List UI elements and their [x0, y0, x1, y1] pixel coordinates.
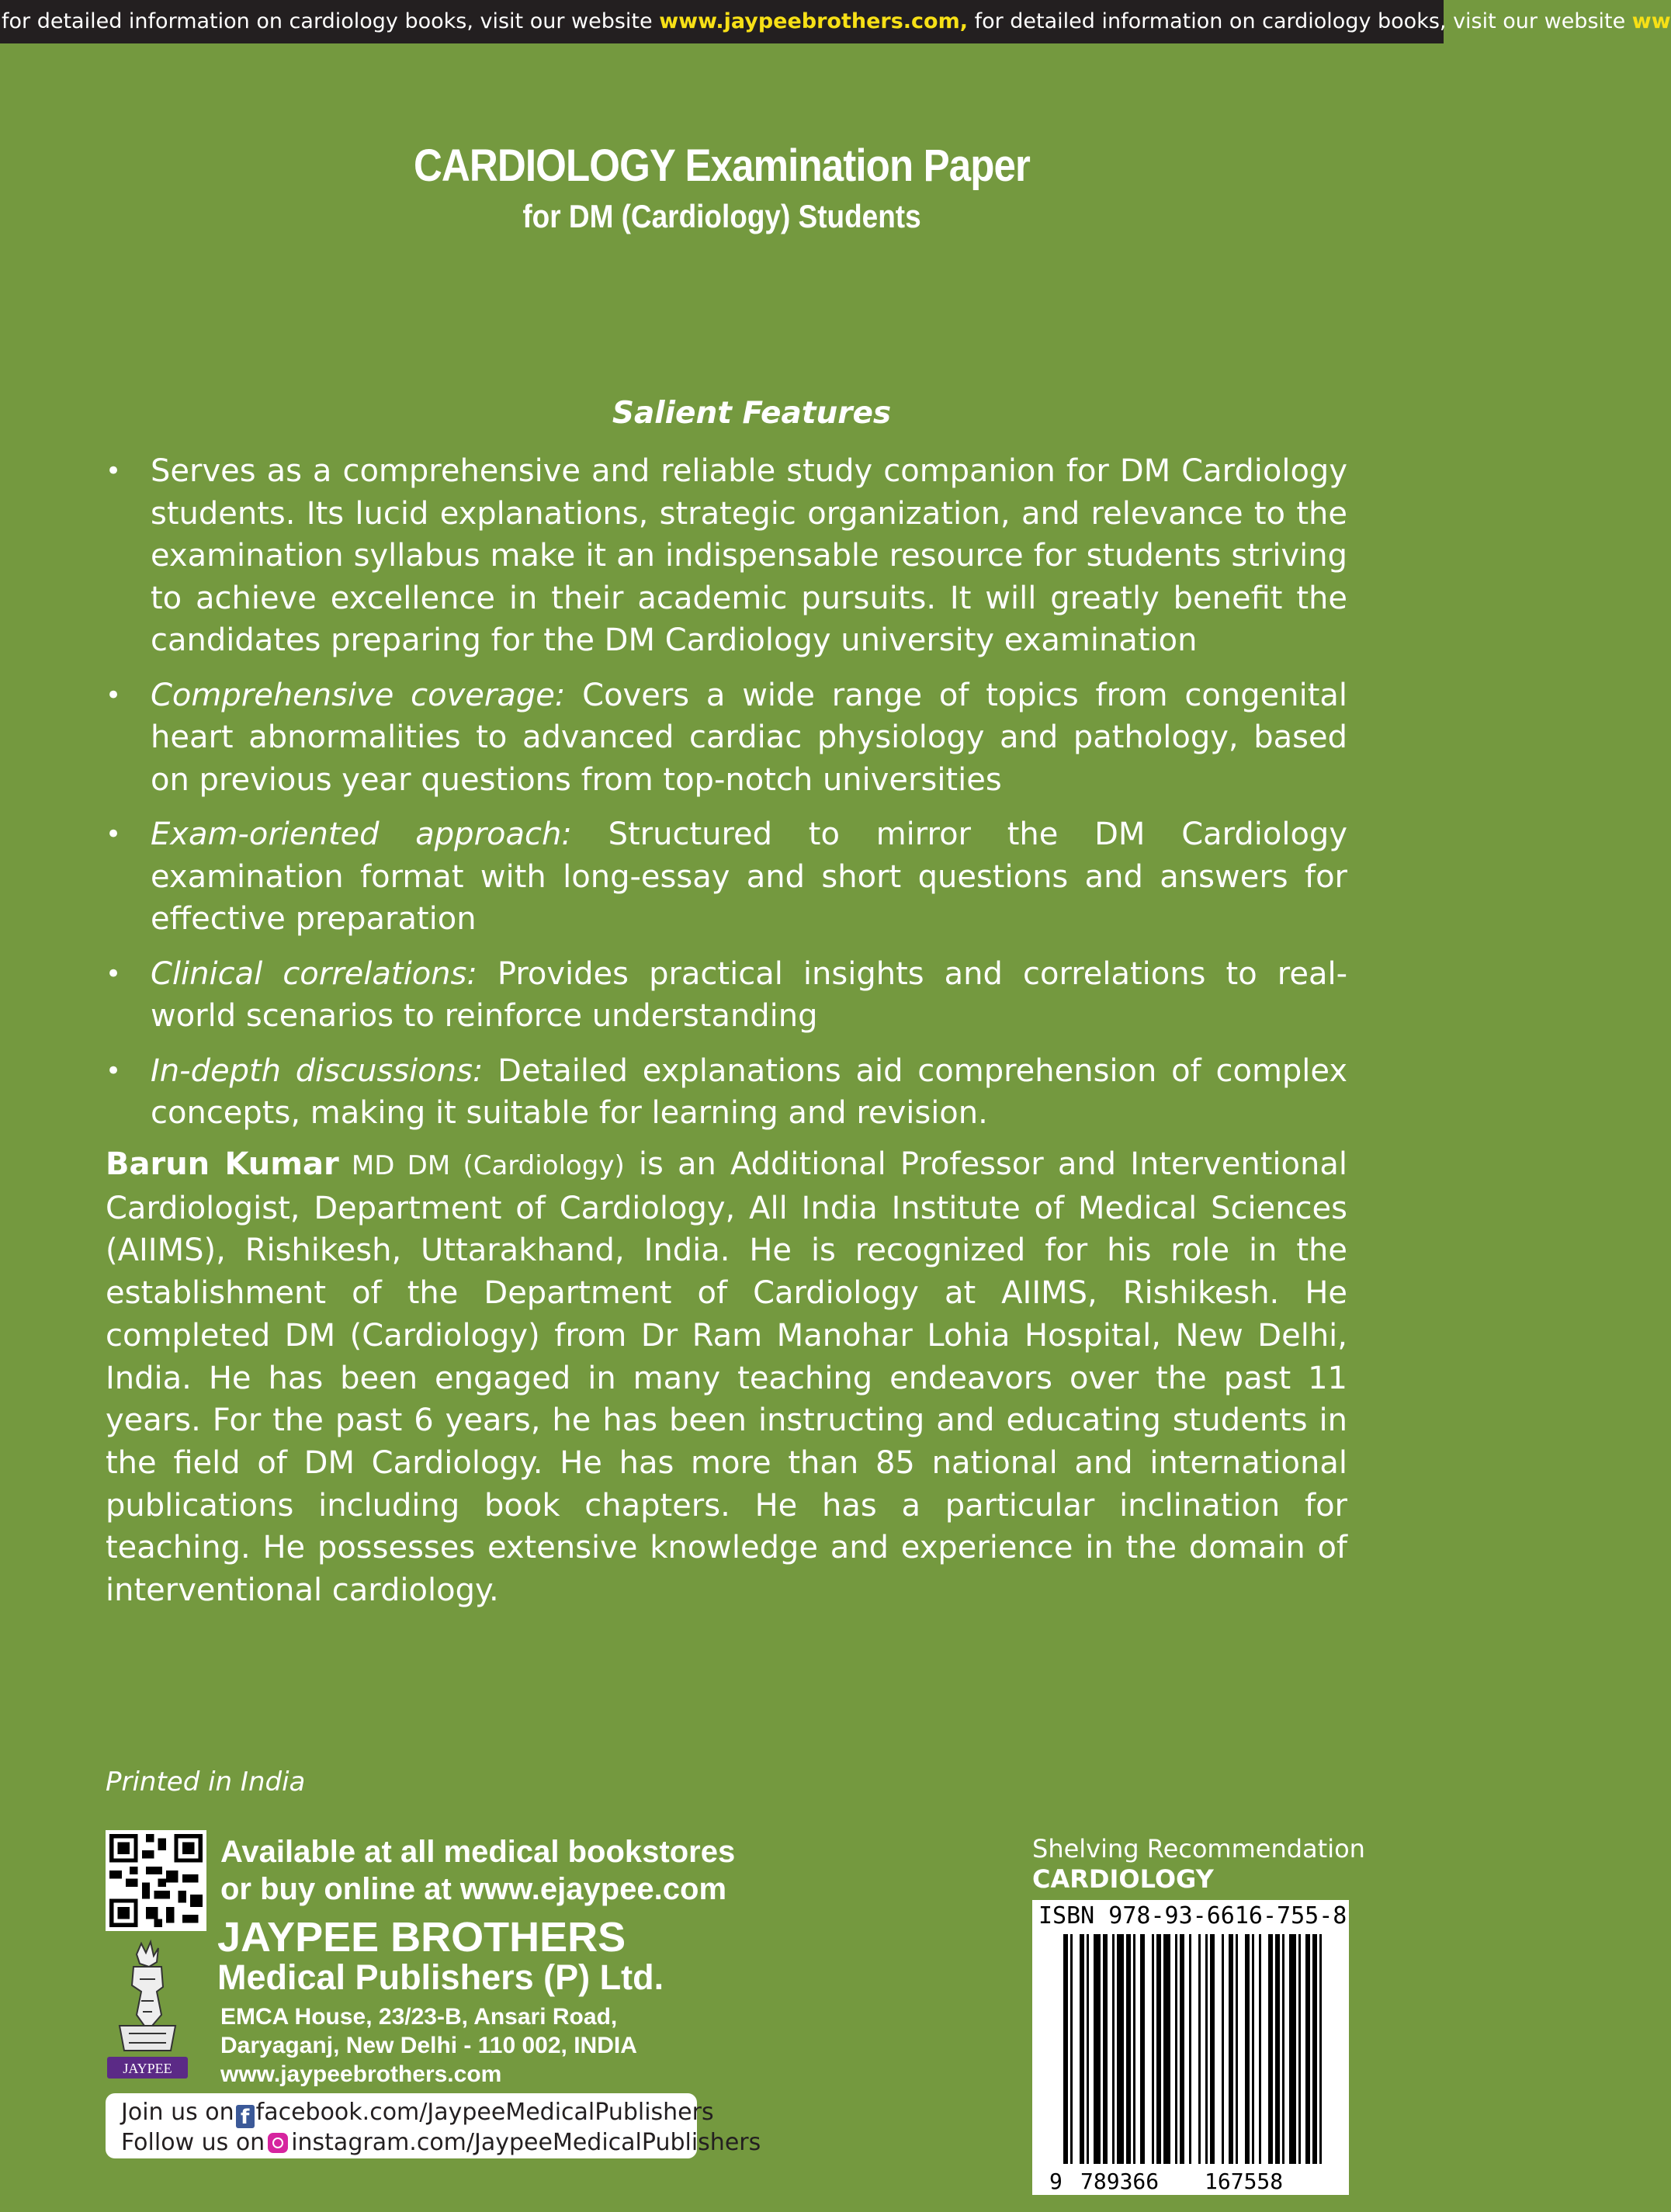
- barcode-bar: [1080, 1934, 1084, 2164]
- feature-text: Provides practical insights and correlations to real-world scenarios to reinforce understanding: [151, 955, 1347, 1034]
- barcode-bar: [1305, 1934, 1310, 2164]
- author-credentials: MD DM (Cardiology): [338, 1150, 625, 1181]
- bullet-icon: •: [106, 456, 122, 487]
- barcode-bar: [1298, 1934, 1301, 2164]
- jaypee-logo-icon: [106, 1940, 189, 2080]
- barcode-bar: [1268, 1934, 1273, 2164]
- barcode-bar: [1180, 1934, 1184, 2164]
- barcode-bar: [1222, 1934, 1224, 2164]
- barcode-bar: [1103, 1934, 1108, 2164]
- bullet-icon: •: [106, 958, 122, 990]
- shelving-label: Shelving Recommendation: [1032, 1834, 1365, 1864]
- instagram-prefix: Follow us on: [121, 2129, 265, 2156]
- barcode-bar: [1133, 1934, 1135, 2164]
- ean-digits-right: 167558: [1205, 2169, 1284, 2194]
- book-title: CARDIOLOGY Examination Paper: [413, 140, 1031, 191]
- feature-item: [106, 450, 1347, 662]
- publisher-website[interactable]: www.jaypeebrothers.com: [220, 2061, 502, 2087]
- banner-text-repeat: for detailed information on cardiology books, visit our website: [968, 9, 1632, 33]
- qr-code-icon[interactable]: [106, 1830, 206, 1931]
- author-name: Barun Kumar: [106, 1146, 339, 1182]
- instagram-link[interactable]: instagram.com/JaypeeMedicalPublishers: [291, 2129, 761, 2156]
- availability-line2[interactable]: or buy online at www.ejaypee.com: [220, 1872, 727, 1906]
- banner-text: for detailed information on cardiology books, visit our website: [2, 9, 660, 33]
- publisher-subtitle: Medical Publishers (P) Ltd.: [217, 1957, 664, 1997]
- barcode-bar: [1126, 1934, 1131, 2164]
- barcode-bar: [1245, 1934, 1250, 2164]
- barcode-bar: [1252, 1934, 1254, 2164]
- barcode-bar: [1289, 1934, 1296, 2164]
- barcode-bar: [1275, 1934, 1280, 2164]
- feature-text: Structured to mirror the DM Cardiology examination format with long-essay and short questions and answers for effective preparation: [151, 816, 1347, 937]
- barcode-bar: [1198, 1934, 1201, 2164]
- top-banner: [0, 0, 1671, 43]
- printed-in: Printed in India: [106, 1766, 306, 1798]
- feature-lead: In-depth discussions:: [151, 1052, 484, 1089]
- facebook-row[interactable]: [121, 2098, 714, 2129]
- address-line1: EMCA House, 23/23-B, Ansari Road,: [220, 2004, 618, 2030]
- barcode-bar: [1112, 1934, 1115, 2164]
- bullet-icon: •: [106, 679, 122, 711]
- feature-lead: Exam-oriented approach:: [151, 816, 572, 852]
- barcode-bar: [1259, 1934, 1261, 2164]
- isbn-label: ISBN 978-93-6616-755-8: [1038, 1902, 1347, 1929]
- barcode-bar: [1163, 1934, 1170, 2164]
- instagram-row[interactable]: [121, 2128, 761, 2158]
- isbn-barcode: [1032, 1900, 1349, 2195]
- barcode-bar: [1156, 1934, 1161, 2164]
- social-links: [106, 2093, 761, 2158]
- facebook-link[interactable]: facebook.com/JaypeeMedicalPublishers: [255, 2099, 714, 2126]
- barcode-bar: [1152, 1934, 1154, 2164]
- feature-item: [106, 1050, 1347, 1135]
- barcode-bar: [1175, 1934, 1177, 2164]
- address-line2: Daryaganj, New Delhi - 110 002, INDIA: [220, 2033, 637, 2058]
- feature-item: [106, 953, 1347, 1038]
- instagram-icon: [268, 2133, 288, 2153]
- barcode-bar: [1070, 1934, 1073, 2164]
- feature-lead: Comprehensive coverage:: [151, 677, 566, 713]
- barcode-bar: [1319, 1934, 1322, 2164]
- features-list: [106, 450, 1347, 1147]
- banner-url-partial: ww: [1631, 9, 1671, 33]
- facebook-icon: f: [236, 2105, 255, 2128]
- barcode-bar: [1140, 1934, 1145, 2164]
- availability-line1: Available at all medical bookstores: [220, 1835, 736, 1869]
- barcode-bar: [1063, 1934, 1068, 2164]
- author-bio-text: is an Additional Professor and Interventional Cardiologist, Department of Cardiology, All India Institute of Medical Sciences (AIIMS), Rishikesh, Uttarakhand, India. He is recognized for his role in the establishment of the Department of Cardiology at AIIMS, Rishikesh. He completed DM (Cardiology) from Dr Ram Manohar Lohia Hospital, New Delhi, India. He has been engaged in many teaching endeavors over the past 11 years. For the past 6 years, he has been instructing and educating students in the field of DM Cardiology. He has more than 85 national and international publications including book chapters. He has a particular inclination for teaching. He possesses extensive knowledge and experience in the domain of interventional cardiology.: [106, 1146, 1347, 1609]
- feature-text: Covers a wide range of topics from congenital heart abnormalities to advanced cardiac physiology and pathology, based on previous year questions from top-notch universities: [151, 677, 1347, 798]
- shelving-value: CARDIOLOGY: [1032, 1864, 1214, 1894]
- facebook-prefix: Join us on: [121, 2099, 234, 2126]
- barcode-bar: [1312, 1934, 1317, 2164]
- availability: [220, 1833, 735, 1908]
- ean-digit-first: 9: [1049, 2169, 1063, 2194]
- barcode-bar: [1210, 1934, 1215, 2164]
- barcode-bar: [1282, 1934, 1284, 2164]
- author-bio: [106, 1143, 1347, 1612]
- barcode-bar: [1189, 1934, 1191, 2164]
- barcode-bar: [1094, 1934, 1101, 2164]
- publisher-name: JAYPEE BROTHERS: [217, 1914, 626, 1961]
- publisher-address: [220, 2002, 637, 2089]
- logo-text: JAYPEE: [123, 2061, 172, 2076]
- barcode-bar: [1229, 1934, 1233, 2164]
- feature-lead: Clinical correlations:: [151, 955, 477, 992]
- feature-text: Serves as a comprehensive and reliable study companion for DM Cardiology students. Its lucid explanations, strategic organization, and relevance to the examination syllabus make it an indispensable resource for students striving to achieve excellence in their academic pursuits. It will greatly benefit the candidates preparing for the DM Cardiology university examination: [151, 453, 1347, 658]
- barcode-bar: [1205, 1934, 1208, 2164]
- feature-text: Detailed explanations aid comprehension of complex concepts, making it suitable for learning and revision.: [151, 1052, 1347, 1131]
- ean-digits-left: 789366: [1080, 2169, 1160, 2194]
- features-heading: Salient Features: [612, 396, 892, 431]
- feature-item: [106, 674, 1347, 802]
- bullet-icon: •: [106, 1055, 122, 1087]
- barcode-bar: [1087, 1934, 1089, 2164]
- bullet-icon: •: [106, 819, 122, 850]
- barcode-bar: [1117, 1934, 1124, 2164]
- barcode-bar: [1236, 1934, 1238, 2164]
- banner-url[interactable]: www.jaypeebrothers.com,: [659, 9, 968, 33]
- book-subtitle: for DM (Cardiology) Students: [522, 198, 921, 234]
- feature-item: [106, 813, 1347, 941]
